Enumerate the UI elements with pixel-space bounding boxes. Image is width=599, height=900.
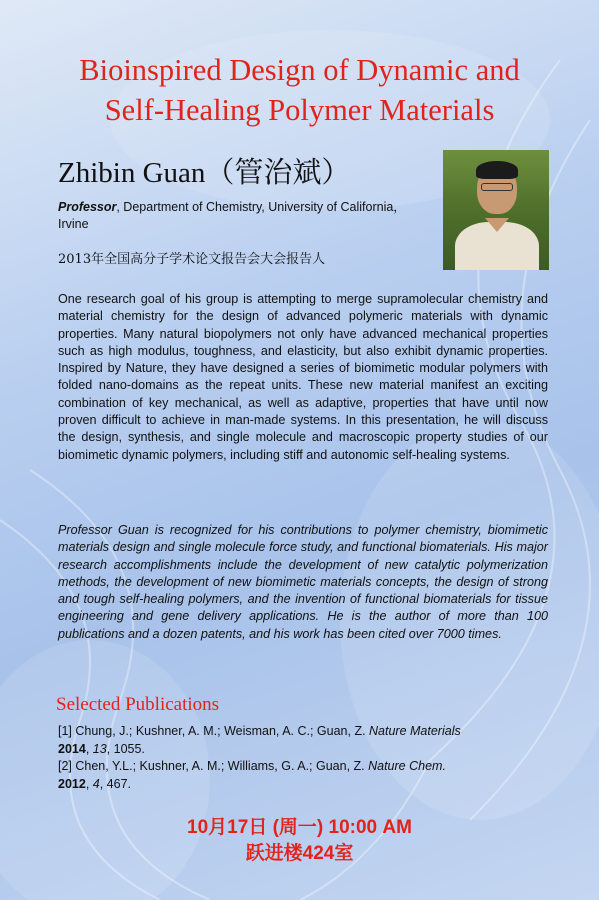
speaker-affiliation [58,199,418,233]
title-line-2: Self-Healing Polymer Materials [104,93,495,127]
publication-item: [1] Chung, J.; Kushner, A. M.; Weisman, A. C.; Guan, Z. Nature Materials 2014, 13, 1055. [58,724,461,756]
affiliation-text: , Department of Chemistry, University of California，Irvine [58,200,406,231]
publication-list [58,723,548,793]
publications-heading: Selected Publications [56,694,220,715]
speaker-name: Zhibin Guan（管治斌） [58,157,351,189]
publication-item: [2] Chen, Y.L.; Kushner, A. M.; Williams, G. A.; Guan, Z. Nature Chem. 2012, 4, 467. [58,759,446,791]
speaker-honor: 2013年全国高分子学术论文报告会大会报告人 [58,252,326,267]
event-datetime: 10月17日 (周一) 10:00 AM [187,817,412,838]
event-location: 跃进楼424室 [245,843,354,864]
poster-title [0,50,599,130]
abstract-paragraph: One research goal of his group is attempting to merge supramolecular chemistry and material chemistry for the design of advanced polymeric materials with dynamic properties. Many natural biopolymers not only have advanced mechanical properties such as high modulus, toughness, and elasticity, but also exhibit dynamic properties. Inspired by Nature, they have designed a series of biomimetic modular polymers with folded nano-domains as the repeat units. These new material manifest an exciting combination of key mechanical, as well as adaptive, properties that have until now proven difficult to achieve in man-made systems. In this presentation, he will discuss the design, synthesis, and single molecule and macroscopic property studies of our biomimetic dynamic polymers, including stiff and autonomic self-healing systems. [58,292,548,462]
speaker-title: Professor [58,200,117,214]
portrait-photo [443,150,549,270]
title-line-1: Bioinspired Design of Dynamic and [79,53,520,87]
bio-paragraph: Professor Guan is recognized for his contributions to polymer chemistry, biomimetic materials design and single molecule force study, and functional biomaterials. His major research accomplishments include the development of new catalytic polymerization methods, the development of new biomimetic materials concepts, the design of strong and tough self-healing polymers, and the invention of functional biomaterials for tissue engineering and gene delivery applications. He is the author of more than 100 publications and a dozen patents, and his work has been cited over 7000 times. [58,523,548,641]
